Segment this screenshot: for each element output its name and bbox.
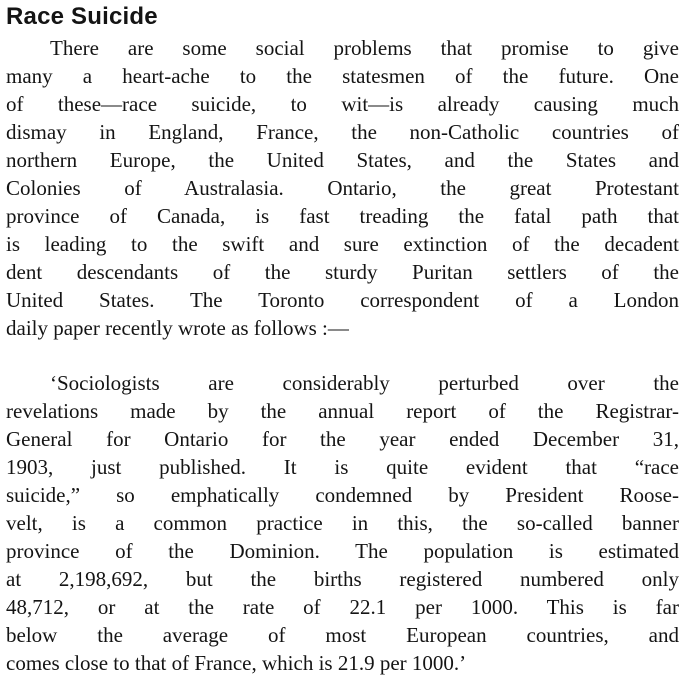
- text-line: is leading to the swift and sure extinction of the decadent: [6, 232, 679, 256]
- article-title: Race Suicide: [6, 3, 158, 30]
- text-line: daily paper recently wrote as follows :—: [6, 316, 349, 340]
- text-line: comes close to that of France, which is 21.9 per 1000.’: [6, 651, 467, 675]
- text-line: There are some social problems that promise to give: [50, 36, 679, 60]
- text-line: 48,712, or at the rate of 22.1 per 1000. This is far: [6, 595, 679, 619]
- text-line: velt, is a common practice in this, the so-called banner: [6, 511, 679, 535]
- paragraph-2-quote: [0, 369, 685, 677]
- text-line: suicide,” so emphatically condemned by President Roose-: [6, 483, 679, 507]
- text-line: dent descendants of the sturdy Puritan settlers of the: [6, 260, 679, 284]
- text-line: of these—race suicide, to wit—is already causing much: [6, 92, 679, 116]
- text-line: United States. The Toronto correspondent of a London: [6, 288, 679, 312]
- text-line: dismay in England, France, the non-Catholic countries of: [6, 120, 679, 144]
- text-line: General for Ontario for the year ended December 31,: [6, 427, 679, 451]
- text-line: Colonies of Australasia. Ontario, the great Protestant: [6, 176, 679, 200]
- text-line: ‘Sociologists are considerably perturbed over the: [50, 371, 679, 395]
- text-line: many a heart-ache to the statesmen of the future. One: [6, 64, 679, 88]
- text-line: province of the Dominion. The population is estimated: [6, 539, 679, 563]
- text-line: below the average of most European countries, and: [6, 623, 679, 647]
- text-line: at 2,198,692, but the births registered numbered only: [6, 567, 679, 591]
- text-line: revelations made by the annual report of the Registrar-: [6, 399, 679, 423]
- text-line: province of Canada, is fast treading the fatal path that: [6, 204, 679, 228]
- text-line: 1903, just published. It is quite evident that “race: [6, 455, 679, 479]
- paragraph-1: [0, 34, 685, 342]
- text-line: northern Europe, the United States, and the States and: [6, 148, 679, 172]
